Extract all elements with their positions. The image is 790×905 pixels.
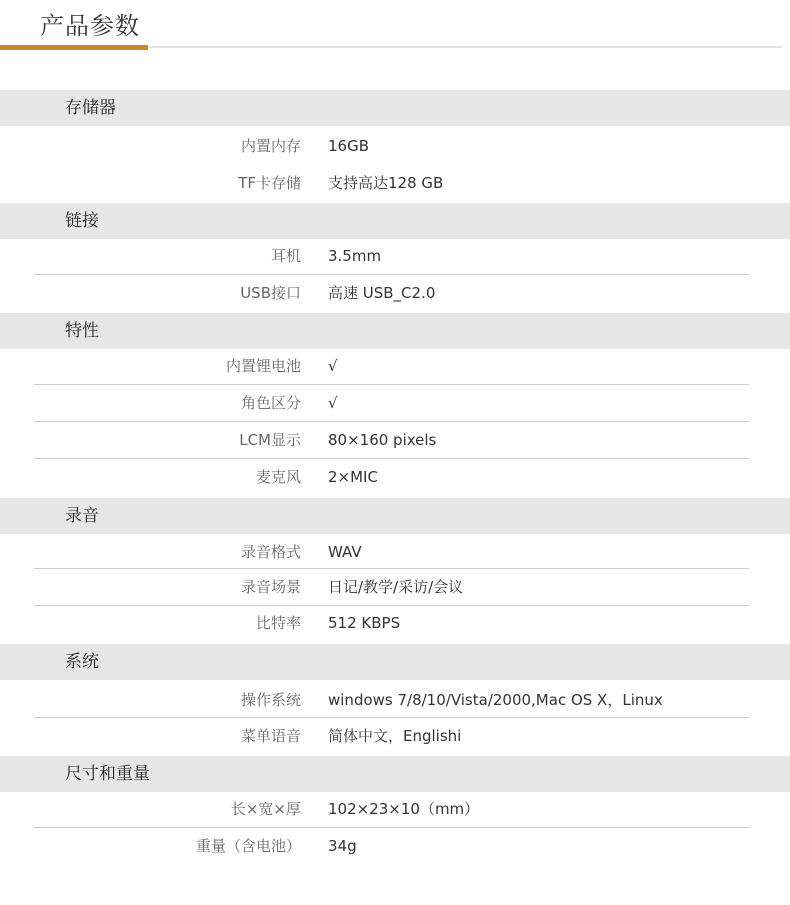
spec-row	[0, 459, 790, 495]
spec-label: 录音场景	[240, 578, 301, 596]
section-header-features	[0, 313, 790, 349]
spec-row	[0, 348, 790, 384]
section-header-recording	[0, 498, 790, 534]
section-title: 链接	[65, 211, 99, 231]
spec-value: WAV	[328, 543, 362, 561]
spec-label: USB接口	[240, 284, 301, 302]
spec-label: 录音格式	[240, 543, 301, 561]
header-divider	[148, 46, 782, 48]
spec-row	[0, 128, 790, 164]
spec-value: 34g	[328, 837, 357, 855]
spec-value: 2×MIC	[328, 468, 378, 486]
spec-label: 操作系统	[240, 691, 301, 709]
spec-row	[0, 422, 790, 458]
section-title: 尺寸和重量	[65, 764, 150, 784]
spec-value: 简体中文，Englishi	[328, 727, 462, 745]
section-header-storage	[0, 90, 790, 126]
spec-label: 比特率	[255, 614, 301, 632]
spec-row	[0, 828, 790, 864]
section-title: 录音	[65, 506, 99, 526]
section-title: 特性	[65, 321, 99, 341]
spec-label: 长×宽×厚	[230, 800, 301, 818]
section-header-system	[0, 644, 790, 680]
spec-row	[0, 165, 790, 201]
spec-value: √	[328, 394, 338, 412]
section-header-connection	[0, 203, 790, 239]
spec-label: LCM显示	[239, 431, 301, 449]
spec-label: 耳机	[270, 247, 301, 265]
spec-value: 102×23×10（mm）	[328, 800, 480, 818]
spec-row	[0, 791, 790, 827]
section-title: 存储器	[65, 98, 116, 118]
spec-label: 内置内存	[240, 137, 301, 155]
spec-value: 支持高达128 GB	[328, 174, 444, 192]
title-accent-bar	[0, 45, 148, 50]
spec-label: 重量（含电池）	[195, 837, 301, 855]
spec-label: 麦克风	[255, 468, 301, 486]
spec-value: 高速 USB_C2.0	[328, 284, 436, 302]
spec-value: 512 KBPS	[328, 614, 401, 632]
spec-label: 内置锂电池	[225, 357, 301, 375]
spec-label: TF卡存储	[238, 174, 301, 192]
spec-row	[0, 605, 790, 641]
spec-row	[0, 718, 790, 754]
spec-value: √	[328, 357, 338, 375]
spec-row	[0, 682, 790, 718]
spec-value: 16GB	[328, 137, 370, 155]
spec-label: 角色区分	[240, 394, 301, 412]
spec-row	[0, 275, 790, 311]
spec-label: 菜单语音	[240, 727, 301, 745]
spec-value: 3.5mm	[328, 247, 382, 265]
spec-value: 80×160 pixels	[328, 431, 437, 449]
spec-row	[0, 385, 790, 421]
section-title: 系统	[65, 652, 99, 672]
spec-row	[0, 534, 790, 570]
section-header-dimensions-weight	[0, 756, 790, 792]
spec-value: 日记/教学/采访/会议	[328, 578, 464, 596]
spec-value: windows 7/8/10/Vista/2000,Mac OS X，Linux	[328, 691, 663, 709]
page-title: 产品参数	[40, 12, 140, 40]
spec-row	[0, 238, 790, 274]
page-header	[0, 0, 790, 52]
spec-row	[0, 569, 790, 605]
